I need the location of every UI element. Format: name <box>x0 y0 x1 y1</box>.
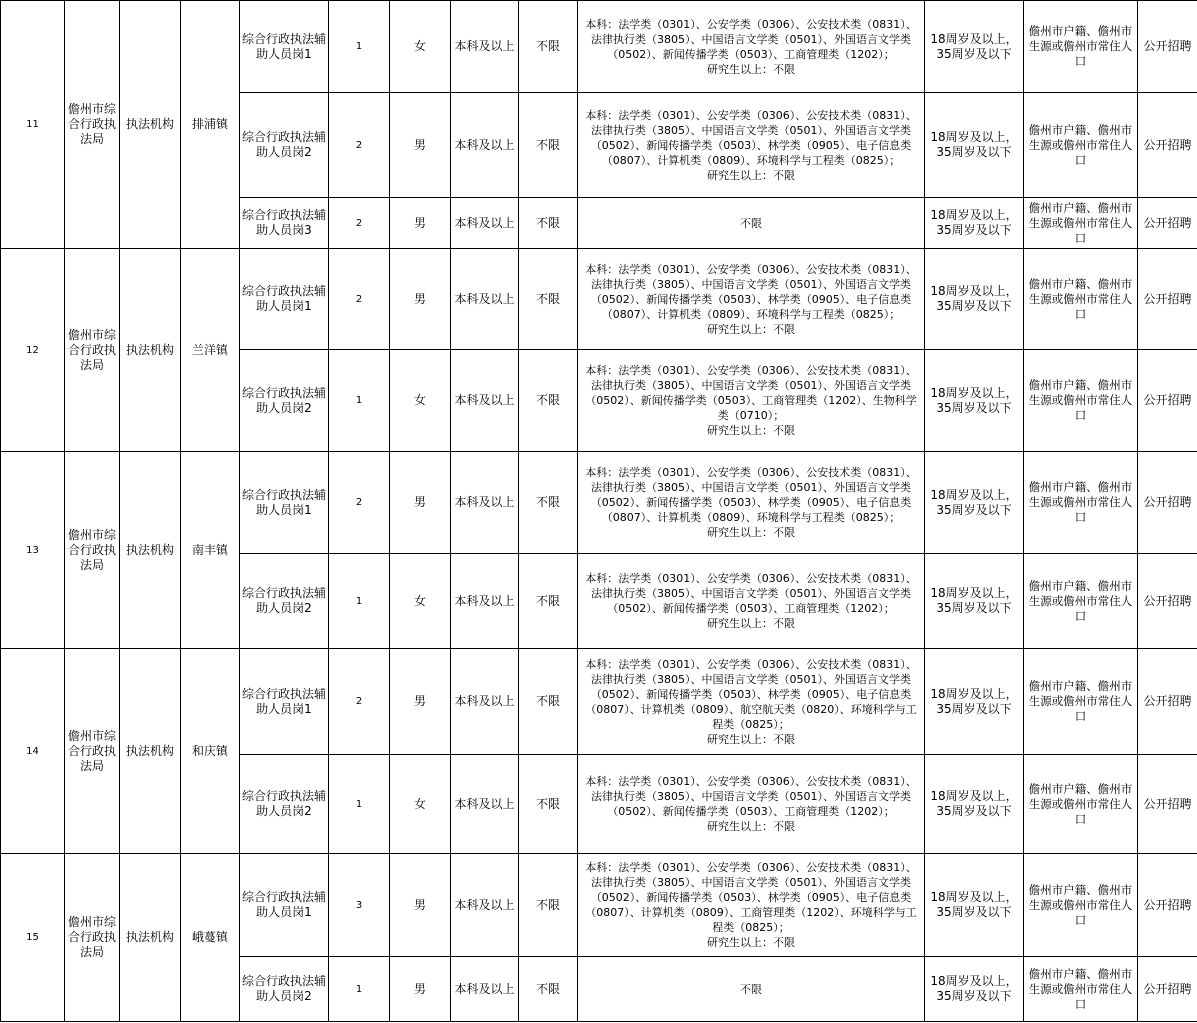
degree-cell: 不限 <box>519 198 578 249</box>
age-requirement-cell: 18周岁及以上，35周岁及以下 <box>925 452 1024 554</box>
gender-cell: 女 <box>390 350 451 452</box>
town-cell: 和庆镇 <box>181 649 240 854</box>
gender-cell: 男 <box>390 854 451 957</box>
age-requirement-cell: 18周岁及以上，35周岁及以下 <box>925 350 1024 452</box>
headcount-cell: 3 <box>329 854 390 957</box>
department-cell: 儋州市综合行政执法局 <box>65 1 120 249</box>
position-name-cell: 综合行政执法辅助人员岗2 <box>240 93 329 198</box>
recruit-method-cell: 公开招聘 <box>1138 649 1197 755</box>
degree-cell: 不限 <box>519 249 578 350</box>
age-requirement-cell: 18周岁及以上，35周岁及以下 <box>925 755 1024 854</box>
seq-number-cell: 14 <box>1 649 65 854</box>
position-name-cell: 综合行政执法辅助人员岗3 <box>240 198 329 249</box>
residency-requirement-cell: 儋州市户籍、儋州市生源或儋州市常住人口 <box>1024 249 1138 350</box>
headcount-cell: 2 <box>329 249 390 350</box>
degree-cell: 不限 <box>519 93 578 198</box>
position-name-cell: 综合行政执法辅助人员岗2 <box>240 350 329 452</box>
gender-cell: 男 <box>390 198 451 249</box>
recruit-method-cell: 公开招聘 <box>1138 198 1197 249</box>
unit-type-cell: 执法机构 <box>120 854 181 1022</box>
education-cell: 本科及以上 <box>451 249 519 350</box>
headcount-cell: 2 <box>329 649 390 755</box>
residency-requirement-cell: 儋州市户籍、儋州市生源或儋州市常住人口 <box>1024 755 1138 854</box>
headcount-cell: 1 <box>329 350 390 452</box>
recruit-method-cell: 公开招聘 <box>1138 554 1197 649</box>
education-cell: 本科及以上 <box>451 350 519 452</box>
position-name-cell: 综合行政执法辅助人员岗1 <box>240 249 329 350</box>
residency-requirement-cell: 儋州市户籍、儋州市生源或儋州市常住人口 <box>1024 452 1138 554</box>
headcount-cell: 2 <box>329 198 390 249</box>
gender-cell: 男 <box>390 249 451 350</box>
table-row <box>1 452 1197 554</box>
recruit-method-cell: 公开招聘 <box>1138 249 1197 350</box>
major-requirement-cell: 不限 <box>578 198 925 249</box>
education-cell: 本科及以上 <box>451 649 519 755</box>
department-cell: 儋州市综合行政执法局 <box>65 854 120 1022</box>
unit-type-cell: 执法机构 <box>120 1 181 249</box>
gender-cell: 男 <box>390 649 451 755</box>
gender-cell: 男 <box>390 452 451 554</box>
age-requirement-cell: 18周岁及以上，35周岁及以下 <box>925 649 1024 755</box>
education-cell: 本科及以上 <box>451 93 519 198</box>
residency-requirement-cell: 儋州市户籍、儋州市生源或儋州市常住人口 <box>1024 554 1138 649</box>
degree-cell: 不限 <box>519 452 578 554</box>
degree-cell: 不限 <box>519 350 578 452</box>
education-cell: 本科及以上 <box>451 198 519 249</box>
age-requirement-cell: 18周岁及以上，35周岁及以下 <box>925 198 1024 249</box>
degree-cell: 不限 <box>519 649 578 755</box>
department-cell: 儋州市综合行政执法局 <box>65 649 120 854</box>
residency-requirement-cell: 儋州市户籍、儋州市生源或儋州市常住人口 <box>1024 198 1138 249</box>
education-cell: 本科及以上 <box>451 755 519 854</box>
major-requirement-cell: 本科：法学类（0301）、公安学类（0306）、公安技术类（0831）、法律执行类（3805）、中国语言文学类（0501）、外国语言文学类（0502）、新闻传播学类（0503）、林学类（0905）、电子信息类（0807）、计算机类（0809）、工商管理类（1202）、环境科学与工程类（0825）； 研究生以上：不限 <box>578 854 925 957</box>
headcount-cell: 2 <box>329 452 390 554</box>
major-requirement-cell: 本科：法学类（0301）、公安学类（0306）、公安技术类（0831）、法律执行类（3805）、中国语言文学类（0501）、外国语言文学类（0502）、新闻传播学类（0503）、工商管理类（1202）； 研究生以上：不限 <box>578 554 925 649</box>
headcount-cell: 1 <box>329 554 390 649</box>
recruit-method-cell: 公开招聘 <box>1138 755 1197 854</box>
major-requirement-cell: 本科：法学类（0301）、公安学类（0306）、公安技术类（0831）、法律执行类（3805）、中国语言文学类（0501）、外国语言文学类（0502）、新闻传播学类（0503）、工商管理类（1202）； 研究生以上：不限 <box>578 1 925 93</box>
position-name-cell: 综合行政执法辅助人员岗2 <box>240 957 329 1022</box>
town-cell: 兰洋镇 <box>181 249 240 452</box>
town-cell: 排浦镇 <box>181 1 240 249</box>
table-body <box>1 1 1197 1022</box>
position-name-cell: 综合行政执法辅助人员岗1 <box>240 854 329 957</box>
gender-cell: 男 <box>390 957 451 1022</box>
residency-requirement-cell: 儋州市户籍、儋州市生源或儋州市常住人口 <box>1024 957 1138 1022</box>
town-cell: 峨蔓镇 <box>181 854 240 1022</box>
major-requirement-cell: 本科：法学类（0301）、公安学类（0306）、公安技术类（0831）、法律执行类（3805）、中国语言文学类（0501）、外国语言文学类（0502）、新闻传播学类（0503）、工商管理类（1202）、生物科学类（0710）； 研究生以上：不限 <box>578 350 925 452</box>
age-requirement-cell: 18周岁及以上，35周岁及以下 <box>925 1 1024 93</box>
department-cell: 儋州市综合行政执法局 <box>65 452 120 649</box>
position-name-cell: 综合行政执法辅助人员岗2 <box>240 554 329 649</box>
table-row <box>1 249 1197 350</box>
major-requirement-cell: 本科：法学类（0301）、公安学类（0306）、公安技术类（0831）、法律执行类（3805）、中国语言文学类（0501）、外国语言文学类（0502）、新闻传播学类（0503）、林学类（0905）、电子信息类（0807）、计算机类（0809）、航空航天类（0820）、环境科学与工程类（0825）； 研究生以上：不限 <box>578 649 925 755</box>
age-requirement-cell: 18周岁及以上，35周岁及以下 <box>925 854 1024 957</box>
major-requirement-cell: 不限 <box>578 957 925 1022</box>
seq-number-cell: 11 <box>1 1 65 249</box>
seq-number-cell: 15 <box>1 854 65 1022</box>
age-requirement-cell: 18周岁及以上，35周岁及以下 <box>925 249 1024 350</box>
gender-cell: 女 <box>390 1 451 93</box>
age-requirement-cell: 18周岁及以上，35周岁及以下 <box>925 957 1024 1022</box>
recruit-method-cell: 公开招聘 <box>1138 350 1197 452</box>
residency-requirement-cell: 儋州市户籍、儋州市生源或儋州市常住人口 <box>1024 649 1138 755</box>
table-row <box>1 649 1197 755</box>
age-requirement-cell: 18周岁及以上，35周岁及以下 <box>925 93 1024 198</box>
degree-cell: 不限 <box>519 755 578 854</box>
recruit-method-cell: 公开招聘 <box>1138 854 1197 957</box>
recruit-method-cell: 公开招聘 <box>1138 452 1197 554</box>
town-cell: 南丰镇 <box>181 452 240 649</box>
position-name-cell: 综合行政执法辅助人员岗1 <box>240 649 329 755</box>
major-requirement-cell: 本科：法学类（0301）、公安学类（0306）、公安技术类（0831）、法律执行类（3805）、中国语言文学类（0501）、外国语言文学类（0502）、新闻传播学类（0503）、工商管理类（1202）； 研究生以上：不限 <box>578 755 925 854</box>
recruit-method-cell: 公开招聘 <box>1138 957 1197 1022</box>
age-requirement-cell: 18周岁及以上，35周岁及以下 <box>925 554 1024 649</box>
recruit-method-cell: 公开招聘 <box>1138 1 1197 93</box>
residency-requirement-cell: 儋州市户籍、儋州市生源或儋州市常住人口 <box>1024 1 1138 93</box>
education-cell: 本科及以上 <box>451 957 519 1022</box>
degree-cell: 不限 <box>519 854 578 957</box>
position-name-cell: 综合行政执法辅助人员岗1 <box>240 1 329 93</box>
headcount-cell: 1 <box>329 1 390 93</box>
gender-cell: 女 <box>390 755 451 854</box>
table-row <box>1 854 1197 957</box>
major-requirement-cell: 本科：法学类（0301）、公安学类（0306）、公安技术类（0831）、法律执行类（3805）、中国语言文学类（0501）、外国语言文学类（0502）、新闻传播学类（0503）、林学类（0905）、电子信息类（0807）、计算机类（0809）、环境科学与工程类（0825）； 研究生以上：不限 <box>578 93 925 198</box>
unit-type-cell: 执法机构 <box>120 249 181 452</box>
table-row <box>1 1 1197 93</box>
education-cell: 本科及以上 <box>451 1 519 93</box>
position-name-cell: 综合行政执法辅助人员岗1 <box>240 452 329 554</box>
education-cell: 本科及以上 <box>451 452 519 554</box>
department-cell: 儋州市综合行政执法局 <box>65 249 120 452</box>
gender-cell: 女 <box>390 554 451 649</box>
residency-requirement-cell: 儋州市户籍、儋州市生源或儋州市常住人口 <box>1024 350 1138 452</box>
degree-cell: 不限 <box>519 1 578 93</box>
unit-type-cell: 执法机构 <box>120 649 181 854</box>
position-name-cell: 综合行政执法辅助人员岗2 <box>240 755 329 854</box>
degree-cell: 不限 <box>519 554 578 649</box>
education-cell: 本科及以上 <box>451 554 519 649</box>
major-requirement-cell: 本科：法学类（0301）、公安学类（0306）、公安技术类（0831）、法律执行类（3805）、中国语言文学类（0501）、外国语言文学类（0502）、新闻传播学类（0503）、林学类（0905）、电子信息类（0807）、计算机类（0809）、环境科学与工程类（0825）； 研究生以上：不限 <box>578 249 925 350</box>
residency-requirement-cell: 儋州市户籍、儋州市生源或儋州市常住人口 <box>1024 854 1138 957</box>
headcount-cell: 2 <box>329 93 390 198</box>
unit-type-cell: 执法机构 <box>120 452 181 649</box>
seq-number-cell: 12 <box>1 249 65 452</box>
headcount-cell: 1 <box>329 957 390 1022</box>
seq-number-cell: 13 <box>1 452 65 649</box>
education-cell: 本科及以上 <box>451 854 519 957</box>
gender-cell: 男 <box>390 93 451 198</box>
recruit-method-cell: 公开招聘 <box>1138 93 1197 198</box>
major-requirement-cell: 本科：法学类（0301）、公安学类（0306）、公安技术类（0831）、法律执行类（3805）、中国语言文学类（0501）、外国语言文学类（0502）、新闻传播学类（0503）、林学类（0905）、电子信息类（0807）、计算机类（0809）、环境科学与工程类（0825）； 研究生以上：不限 <box>578 452 925 554</box>
headcount-cell: 1 <box>329 755 390 854</box>
degree-cell: 不限 <box>519 957 578 1022</box>
residency-requirement-cell: 儋州市户籍、儋州市生源或儋州市常住人口 <box>1024 93 1138 198</box>
